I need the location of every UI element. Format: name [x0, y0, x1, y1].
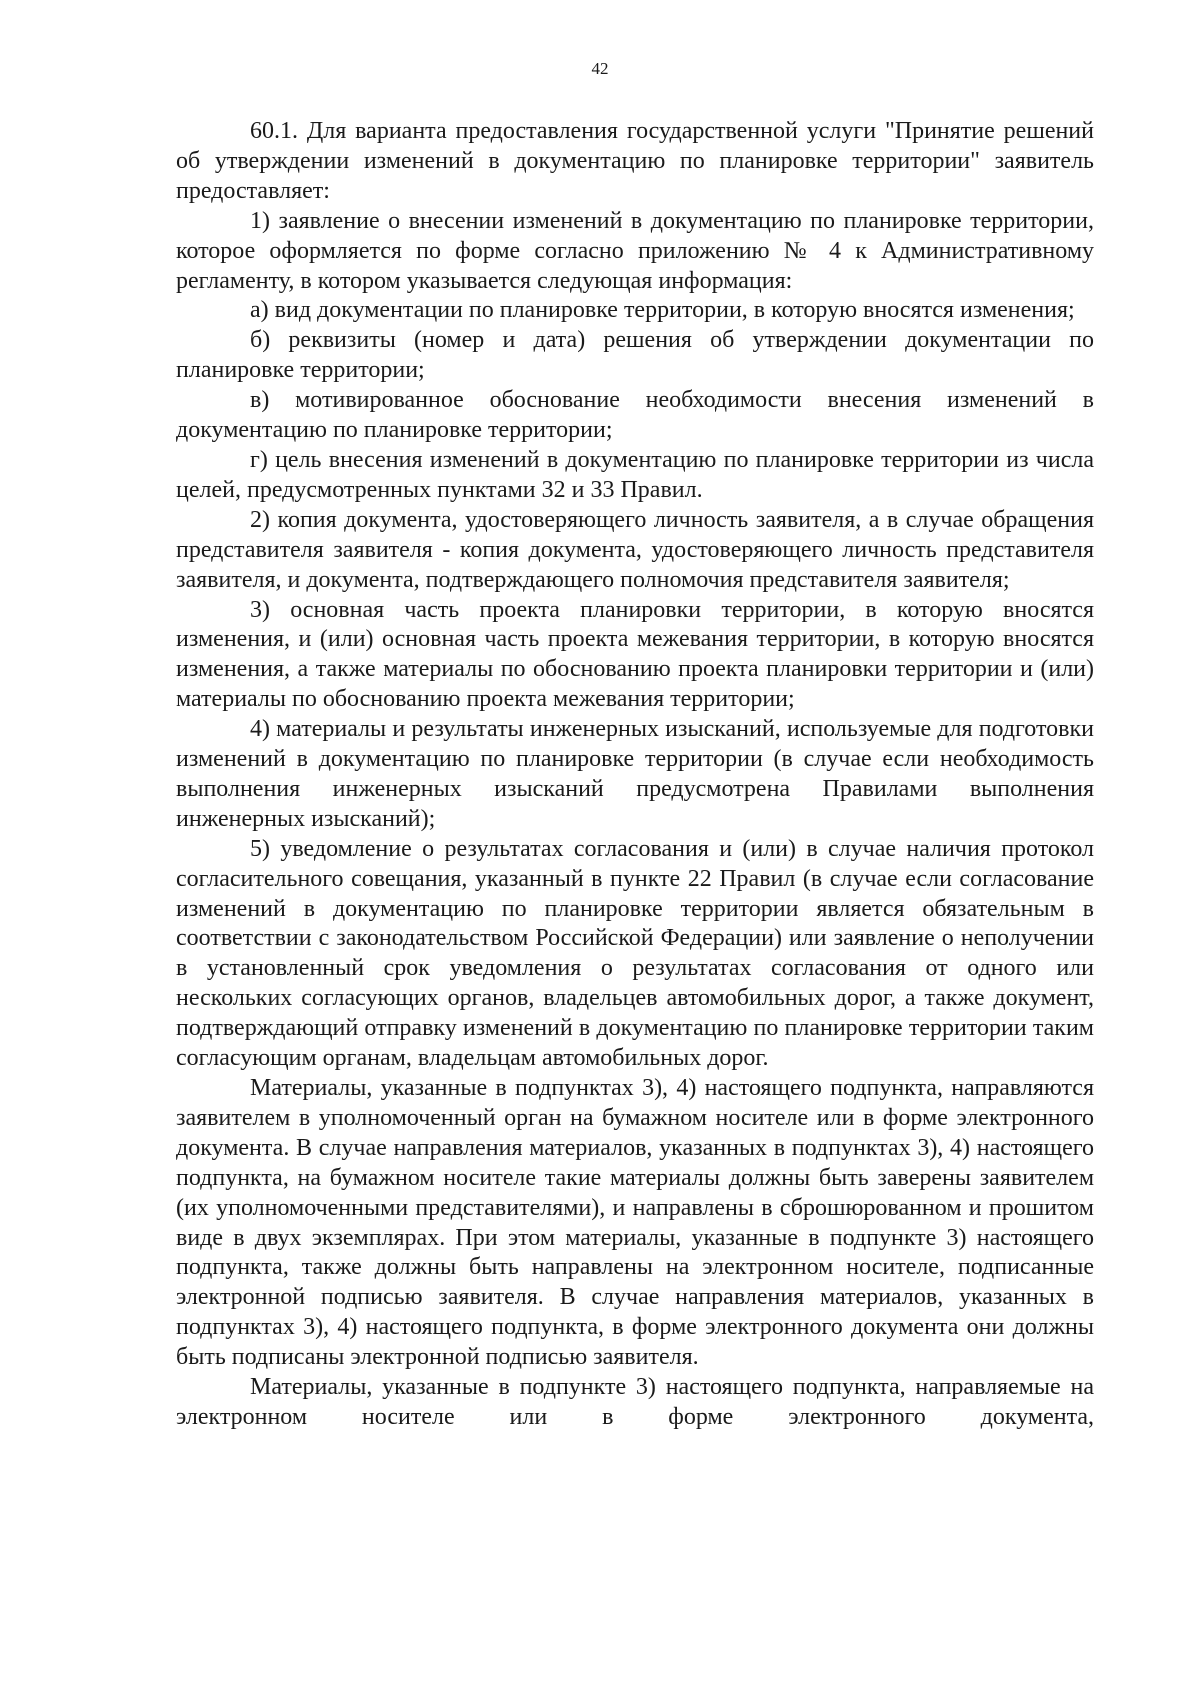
paragraph-item-3: 3) основная часть проекта планировки территории, в которую вносятся изменения, и (или) основная часть проекта межевания территории, в которую вносятся изменения, а также материалы по обоснованию проекта планировки территории и (или) материалы по обоснованию проекта межевания территории;	[176, 596, 1094, 713]
paragraph-item-1a: а) вид документации по планировке территории, в которую вносятся изменения;	[250, 297, 1075, 324]
paragraph-materials-submission: Материалы, указанные в подпунктах 3), 4) настоящего подпункта, направляются заявителем в уполномоченный орган на бумажном носителе или в форме электронного документа. В случае направления материалов, указанных в подпунктах 3), 4) настоящего подпункта, на бумажном носителе такие материалы должны быть заверены заявителем (их уполномоченными представителями), и направлены в сброшюрованном и прошитом виде в двух экземплярах. При этом материалы, указанные в подпункте 3) настоящего подпункта, также должны быть направлены на электронном носителе, подписанные электронной подписью заявителя. В случае направления материалов, указанных в подпунктах 3), 4) настоящего подпункта, в форме электронного документа они должны быть подписаны электронной подписью заявителя.	[176, 1075, 1094, 1371]
paragraph-item-1v: в) мотивированное обоснование необходимости внесения изменений в документацию по планировке территории;	[176, 387, 1094, 444]
paragraph-item-1b: б) реквизиты (номер и дата) решения об утверждении документации по планировке территории;	[176, 327, 1094, 384]
paragraph-materials-electronic: Материалы, указанные в подпункте 3) настоящего подпункта, направляемые на электронном носителе или в форме электронного документа,	[176, 1374, 1094, 1430]
paragraph-item-1g: г) цель внесения изменений в документацию по планировке территории из числа целей, предусмотренных пунктами 32 и 33 Правил.	[176, 446, 1094, 503]
document-body	[176, 117, 1094, 1433]
paragraph-item-4: 4) материалы и результаты инженерных изысканий, используемые для подготовки изменений в документацию по планировке территории (в случае если необходимость выполнения инженерных изысканий предусмотрена Правилами выполнения инженерных изысканий);	[176, 716, 1094, 832]
paragraph-item-5: 5) уведомление о результатах согласования и (или) в случае наличия протокол согласительного совещания, указанный в пункте 22 Правил (в случае если согласование изменений в документацию по планировке территории является обязательным в соответствии с законодательством Российской Федерации) или заявление о неполучении в установленный срок уведомления о результатах согласования от одного или нескольких согласующих органов, владельцев автомобильных дорог, а также документ, подтверждающий отправку изменений в документацию по планировке территории таким согласующим органам, владельцам автомобильных дорог.	[176, 835, 1094, 1072]
page-number: 42	[591, 59, 609, 78]
paragraph-item-2: 2) копия документа, удостоверяющего личность заявителя, а в случае обращения представителя заявителя - копия документа, удостоверяющего личность представителя заявителя, и документа, подтверждающего полномочия представителя заявителя;	[176, 506, 1094, 593]
paragraph-item-1: 1) заявление о внесении изменений в документацию по планировке территории, которое оформляется по форме согласно приложению № 4 к Административному регламенту, в котором указывается следующая информация:	[176, 207, 1094, 294]
paragraph-60-1-intro: 60.1. Для варианта предоставления государственной услуги "Принятие решений об утверждении изменений в документацию по планировке территории" заявитель предоставляет:	[176, 118, 1094, 204]
